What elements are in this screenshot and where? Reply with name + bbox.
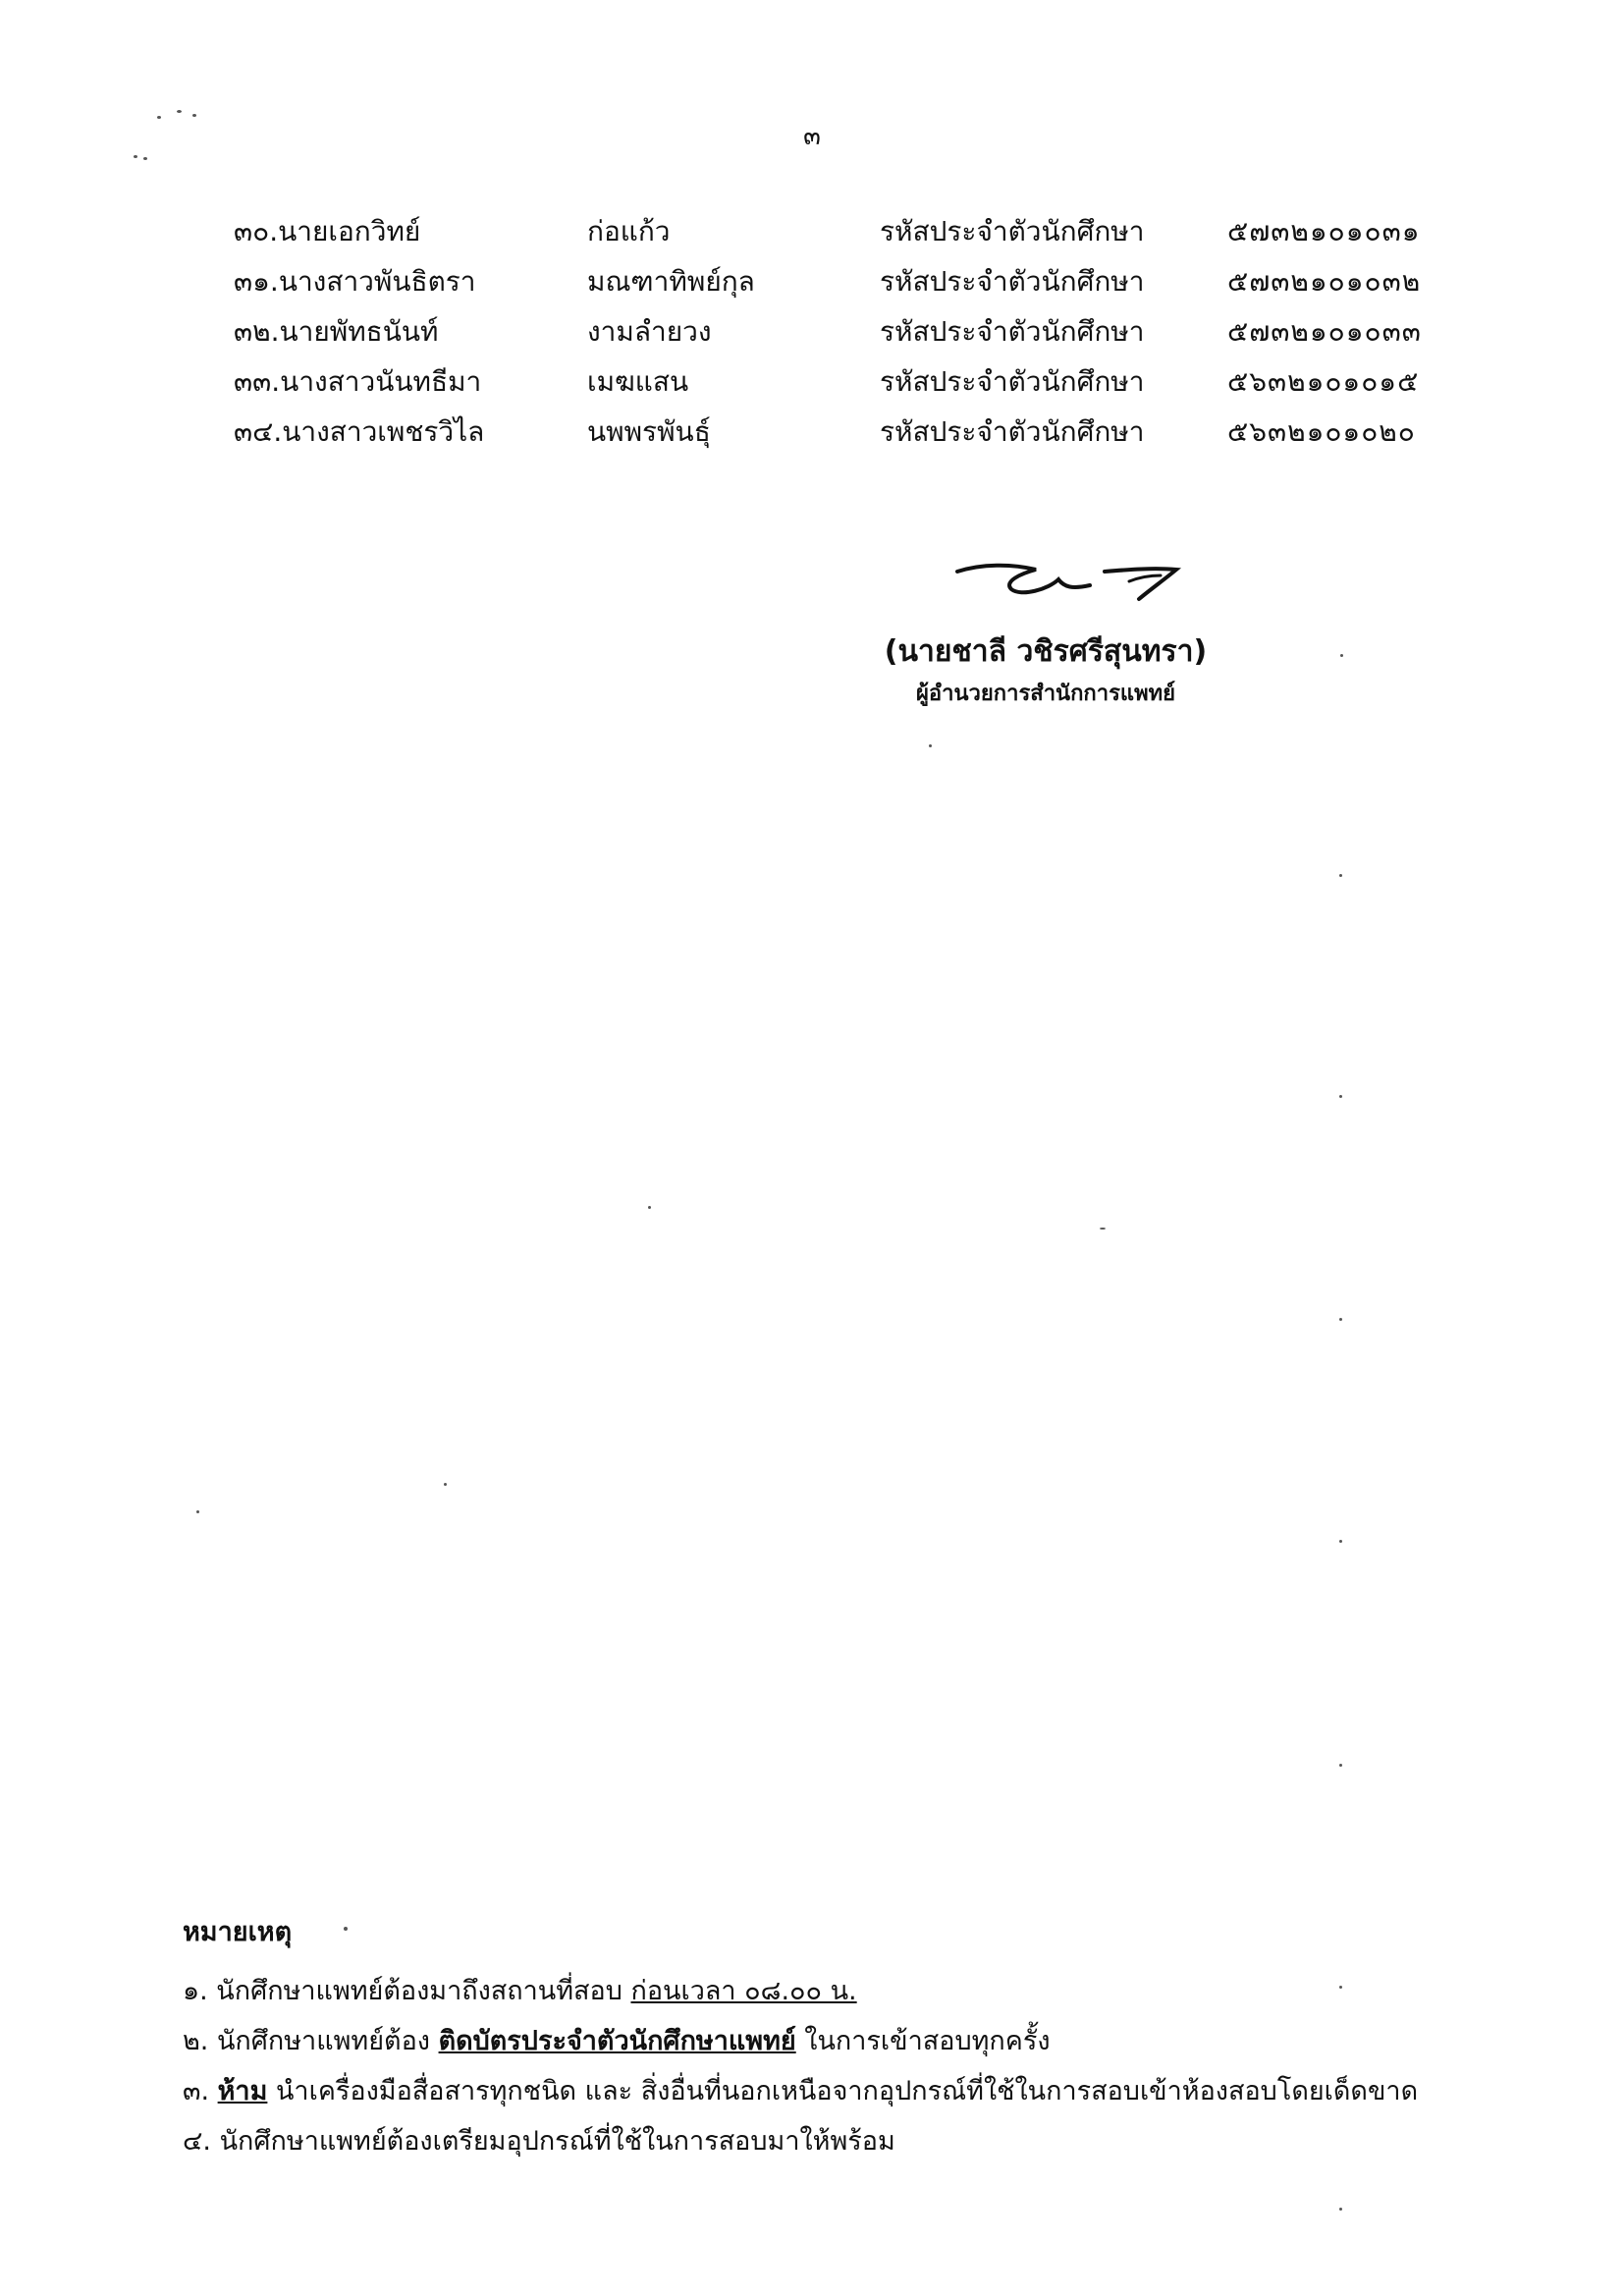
student-id: ๕๖๓๒๑๐๑๐๑๕ — [1227, 364, 1420, 398]
student-list — [234, 206, 1471, 457]
note-emphasis: ก่อนเวลา ๐๘.๐๐ น. — [630, 1976, 857, 2006]
student-id: ๕๗๓๒๑๐๑๐๓๑ — [1227, 214, 1421, 247]
page-number: ๓ — [803, 122, 821, 151]
note-text: นำเครื่องมือสื่อสารทุกชนิด และ สิ่งอื่นที่นอกเหนือจากอุปกรณ์ที่ใช้ในการสอบเข้าห้องสอบโดยเด็ดขาด — [267, 2076, 1419, 2106]
student-id: ๕๖๓๒๑๐๑๐๒๐ — [1227, 414, 1416, 448]
notes-title: หมายเหตุ — [183, 1917, 293, 1947]
note-emphasis: ติดบัตรประจำตัวนักศึกษาแพทย์ — [438, 2026, 796, 2056]
note-text: ๓. — [183, 2076, 218, 2106]
student-id-label: รหัสประจำตัวนักศึกษา — [880, 414, 1145, 448]
list-item — [234, 306, 1471, 356]
scan-speck — [143, 157, 147, 160]
scan-speck — [1339, 1764, 1342, 1767]
student-last-name: เมฆแสน — [587, 364, 689, 398]
scan-speck — [134, 155, 137, 158]
scan-speck — [157, 116, 161, 119]
student-first-name: ๓๓.นางสาวนันทธีมา — [234, 364, 482, 398]
scan-speck — [1339, 2208, 1342, 2211]
scan-speck — [648, 1206, 651, 1209]
student-last-name: นพพรพันธุ์ — [587, 414, 711, 448]
note-item — [183, 1966, 1459, 2016]
scan-speck — [1339, 1540, 1342, 1543]
student-first-name: ๓๔.นางสาวเพชรวิไล — [234, 414, 485, 448]
student-id-label: รหัสประจำตัวนักศึกษา — [880, 314, 1145, 348]
signer-name: (นายชาลี วชิรศรีสุนทรา) — [884, 634, 1208, 669]
scan-speck — [1339, 874, 1342, 877]
student-last-name: ก่อแก้ว — [587, 214, 671, 247]
scan-speck — [1100, 1228, 1106, 1230]
scan-speck — [1339, 1318, 1342, 1321]
scan-speck — [1340, 654, 1343, 657]
student-id-label: รหัสประจำตัวนักศึกษา — [880, 214, 1145, 247]
student-id: ๕๗๓๒๑๐๑๐๓๓ — [1227, 314, 1422, 348]
scan-speck — [196, 1510, 199, 1513]
scan-speck — [1339, 1986, 1342, 1989]
student-id: ๕๗๓๒๑๐๑๐๓๒ — [1227, 264, 1422, 298]
scan-speck — [929, 744, 932, 747]
student-last-name: งามลำยวง — [587, 314, 712, 348]
note-text: ๔. นักศึกษาแพทย์ต้องเตรียมอุปกรณ์ที่ใช้ในการสอบมาให้พร้อม — [183, 2126, 895, 2157]
note-item — [183, 2116, 1459, 2166]
note-item — [183, 2016, 1459, 2066]
student-id-label: รหัสประจำตัวนักศึกษา — [880, 264, 1145, 298]
scan-speck — [1339, 1095, 1342, 1098]
signer-position: ผู้อำนวยการสำนักการแพทย์ — [916, 682, 1175, 706]
scan-speck — [444, 1483, 447, 1486]
note-text: ๒. นักศึกษาแพทย์ต้อง — [183, 2026, 439, 2056]
student-first-name: ๓๐.นายเอกวิทย์ — [234, 214, 421, 247]
scan-speck — [344, 1927, 348, 1931]
list-item — [234, 356, 1471, 407]
student-last-name: มณฑาทิพย์กุล — [587, 264, 755, 298]
signature — [943, 550, 1198, 619]
student-first-name: ๓๑.นางสาวพันธิตรา — [234, 264, 476, 298]
list-item — [234, 407, 1471, 457]
note-text: ในการเข้าสอบทุกครั้ง — [795, 2026, 1051, 2056]
notes-section — [183, 1910, 1459, 2166]
note-emphasis: ห้าม — [217, 2076, 268, 2106]
student-first-name: ๓๒.นายพัทธนันท์ — [234, 314, 439, 348]
student-id-label: รหัสประจำตัวนักศึกษา — [880, 364, 1145, 398]
scan-speck — [192, 114, 196, 117]
scan-speck — [177, 110, 182, 113]
note-item — [183, 2066, 1459, 2116]
list-item — [234, 206, 1471, 256]
note-text: ๑. นักศึกษาแพทย์ต้องมาถึงสถานที่สอบ — [183, 1976, 631, 2006]
list-item — [234, 256, 1471, 306]
